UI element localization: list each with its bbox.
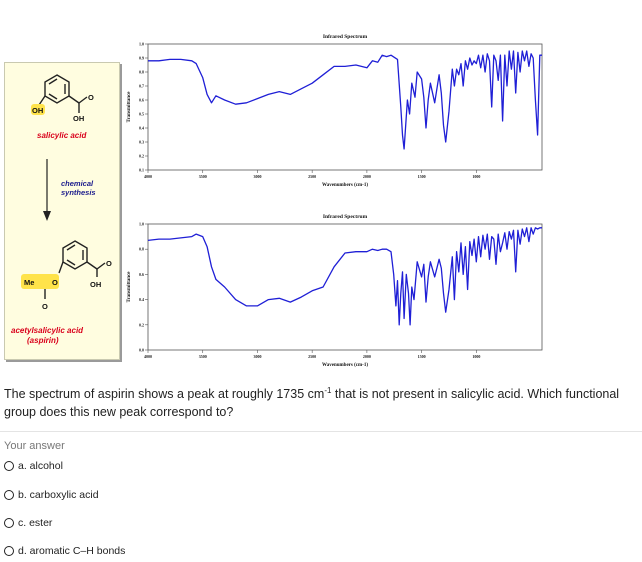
your-answer-heading: Your answer bbox=[4, 440, 65, 452]
y-axis-label: Transmittance bbox=[127, 91, 132, 123]
option-d[interactable] bbox=[4, 545, 125, 557]
question-text-part1: The spectrum of aspirin shows a peak at roughly 1735 cm bbox=[4, 387, 325, 401]
question-text-part2: that is not present in salicylic acid. Which functional group does this new peak correspond to? bbox=[4, 387, 620, 419]
option-c-label: c. ester bbox=[18, 517, 53, 529]
aspirin-acid-oh-label: OH bbox=[90, 280, 102, 289]
reaction-scheme bbox=[4, 62, 120, 360]
x-tick-label: 1500 bbox=[417, 354, 426, 359]
reactant-label: salicylic acid bbox=[37, 131, 87, 140]
aspirin-structure bbox=[37, 241, 105, 299]
spectrum-chart-2 bbox=[120, 206, 550, 378]
salicylic-acid-structure bbox=[39, 75, 87, 113]
phenol-oh-label: OH bbox=[32, 106, 44, 115]
radio-icon[interactable] bbox=[4, 518, 14, 528]
chart-title: Infrared Spectrum bbox=[322, 214, 368, 220]
x-tick-label: 1000 bbox=[472, 354, 481, 359]
chart-title: Infrared Spectrum bbox=[322, 34, 368, 40]
reaction-label-line1: chemical bbox=[61, 179, 94, 188]
y-tick-label: 0.8 bbox=[139, 246, 144, 252]
x-tick-label: 3000 bbox=[253, 354, 262, 359]
y-tick-label: 0.0 bbox=[139, 347, 144, 353]
x-tick-label: 1500 bbox=[417, 174, 426, 179]
reaction-scheme-drawing bbox=[5, 63, 119, 359]
radio-icon[interactable] bbox=[4, 490, 14, 500]
product-label-line1: acetylsalicylic acid bbox=[11, 326, 84, 335]
spectrum-chart-1 bbox=[120, 26, 550, 198]
aspirin-carbonyl-o-label: O bbox=[106, 259, 112, 268]
y-tick-label: 0.1 bbox=[139, 167, 144, 173]
option-b-label: b. carboxylic acid bbox=[18, 489, 99, 501]
option-a[interactable] bbox=[4, 460, 63, 472]
plot-frame bbox=[148, 44, 542, 170]
y-tick-label: 0.5 bbox=[139, 111, 144, 117]
y-tick-label: 0.3 bbox=[139, 139, 144, 145]
x-tick-label: 2500 bbox=[308, 174, 317, 179]
carbonyl-o-label: O bbox=[88, 93, 94, 102]
plot-frame bbox=[148, 224, 542, 350]
y-tick-label: 0.6 bbox=[139, 97, 144, 103]
x-tick-label: 4000 bbox=[144, 174, 152, 179]
product-label-line2: (aspirin) bbox=[27, 336, 59, 345]
radio-icon[interactable] bbox=[4, 461, 14, 471]
y-tick-label: 1.0 bbox=[139, 41, 144, 47]
x-axis-label: Wavenumbers (cm-1) bbox=[322, 183, 368, 188]
x-tick-label: 2000 bbox=[362, 354, 371, 359]
option-b[interactable] bbox=[4, 489, 99, 501]
reaction-arrow bbox=[43, 159, 51, 221]
y-tick-label: 0.8 bbox=[139, 69, 144, 75]
x-tick-label: 3500 bbox=[198, 354, 207, 359]
option-a-label: a. alcohol bbox=[18, 460, 63, 472]
x-tick-label: 2500 bbox=[308, 354, 317, 359]
y-tick-label: 0.9 bbox=[139, 55, 144, 61]
y-axis-label: Transmittance bbox=[127, 271, 132, 303]
x-tick-label: 3000 bbox=[253, 174, 262, 179]
y-tick-label: 0.2 bbox=[139, 322, 144, 328]
ester-o-label: O bbox=[52, 278, 58, 287]
option-d-label: d. aromatic C–H bonds bbox=[18, 545, 126, 557]
x-tick-label: 1000 bbox=[472, 174, 481, 179]
divider bbox=[0, 431, 642, 432]
y-tick-label: 1.0 bbox=[139, 221, 144, 227]
methyl-label: Me bbox=[24, 278, 35, 287]
y-tick-label: 0.7 bbox=[139, 83, 144, 89]
y-tick-label: 0.2 bbox=[139, 153, 144, 159]
x-tick-label: 3500 bbox=[198, 174, 207, 179]
spectrum-salicylic-acid bbox=[120, 26, 550, 198]
x-axis-label: Wavenumbers (cm-1) bbox=[322, 363, 368, 368]
radio-icon[interactable] bbox=[4, 546, 14, 556]
question-superscript: -1 bbox=[324, 385, 332, 395]
question-text bbox=[4, 385, 636, 421]
ester-carbonyl-o-label: O bbox=[42, 302, 48, 311]
y-tick-label: 0.4 bbox=[139, 125, 144, 131]
spectrum-aspirin bbox=[120, 206, 550, 378]
y-tick-label: 0.4 bbox=[139, 297, 144, 303]
y-tick-label: 0.6 bbox=[139, 271, 144, 277]
acid-oh-label: OH bbox=[73, 114, 85, 123]
option-c[interactable] bbox=[4, 517, 52, 529]
reaction-label-line2: synthesis bbox=[61, 188, 96, 197]
x-tick-label: 4000 bbox=[144, 354, 152, 359]
x-tick-label: 2000 bbox=[362, 174, 371, 179]
